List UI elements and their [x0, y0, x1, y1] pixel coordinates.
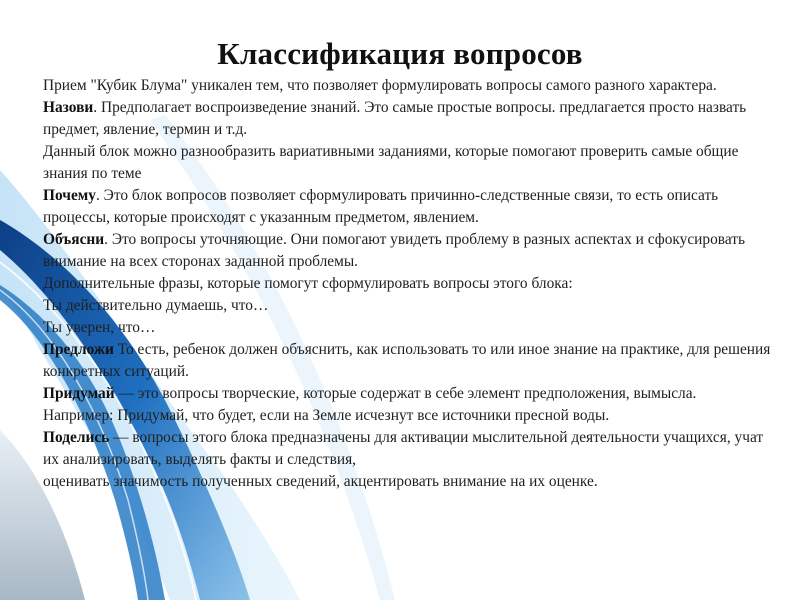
paragraph-text: . Это блок вопросов позволяет сформулировать причинно-следственные связи, то есть описать процессы, которые происходят с указанным предметом, явлением. [43, 187, 719, 226]
paragraph-text: оценивать значимость полученных сведений, акцентировать внимание на их оценке. [43, 473, 598, 490]
paragraph [43, 471, 773, 493]
paragraph [43, 75, 773, 97]
slide-title: Классификация вопросов [217, 36, 583, 71]
paragraph-bold: Поделись [43, 429, 110, 446]
paragraph [43, 383, 773, 405]
paragraph [43, 97, 773, 141]
paragraph-bold: Объясни [43, 231, 105, 248]
paragraph-bold: Назови [43, 99, 94, 116]
paragraph [43, 427, 773, 471]
paragraph-text: — это вопросы творческие, которые содержат в себе элемент предположения, вымысла. [114, 385, 697, 402]
paragraph-text: — вопросы этого блока предназначены для активации мыслительной деятельности учащихся, учат их анализировать, выделять факты и следствия, [43, 429, 764, 468]
paragraph-text: Например: Придумай, что будет, если на Земле исчезнут все источники пресной воды. [43, 407, 610, 424]
paragraph [43, 317, 773, 339]
paragraph-bold: Придумай [43, 385, 115, 402]
paragraph [43, 339, 773, 383]
paragraph [43, 141, 773, 185]
paragraph-text: Прием "Кубик Блума" уникален тем, что позволяет формулировать вопросы самого разного характера. [43, 77, 717, 94]
paragraph-text: Ты уверен, что… [43, 319, 156, 336]
paragraph-bold: Предложи [43, 341, 114, 358]
paragraph [43, 405, 773, 427]
paragraph-text: То есть, ребенок должен объяснить, как использовать то или иное знание на практике, для решения конкретных ситуаций. [43, 341, 771, 380]
paragraph-text: Дополнительные фразы, которые помогут сформулировать вопросы этого блока: [43, 275, 573, 292]
slide-body [43, 75, 773, 493]
paragraph-text: . Предполагает воспроизведение знаний. Это самые простые вопросы. предлагается просто назвать предмет, явление, термин и т.д. [43, 99, 747, 138]
paragraph [43, 229, 773, 273]
paragraph [43, 185, 773, 229]
paragraph-bold: Почему [43, 187, 96, 204]
paragraph-text: Данный блок можно разнообразить вариативными заданиями, которые помогают проверить самые общие знания по теме [43, 143, 739, 182]
paragraph [43, 273, 773, 295]
paragraph-text: Ты действительно думаешь, что… [43, 297, 269, 314]
paragraph [43, 295, 773, 317]
paragraph-text: . Это вопросы уточняющие. Они помогают увидеть проблему в разных аспектах и сфокусировать внимание на всех сторонах заданной проблемы. [43, 231, 746, 270]
